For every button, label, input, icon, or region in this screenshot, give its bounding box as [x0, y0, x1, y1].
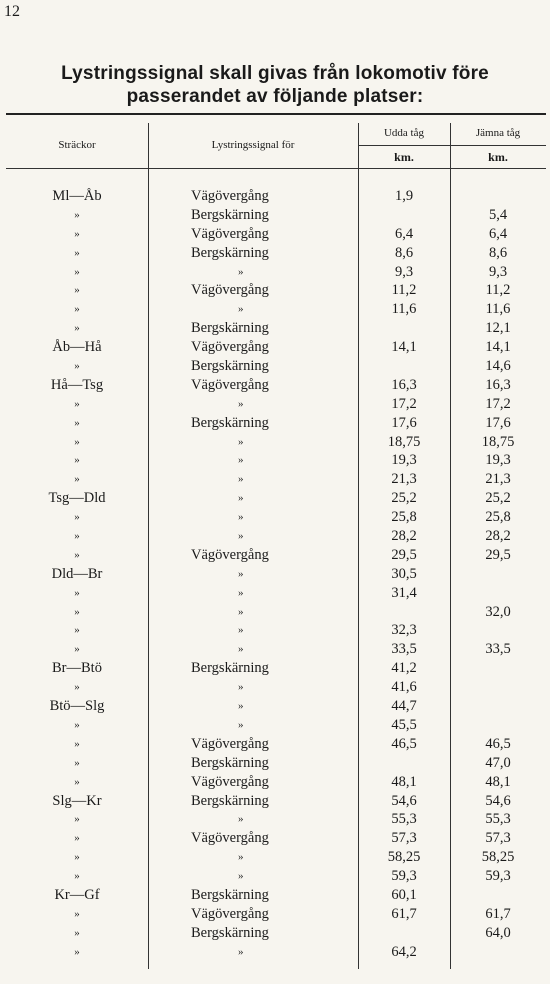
cell-stracka: » — [74, 870, 80, 883]
cell-udda-km: 17,2 — [391, 395, 417, 412]
cell-stracka: » — [74, 530, 80, 543]
table-row — [6, 395, 546, 414]
cell-udda-km: 17,6 — [391, 414, 417, 431]
cell-jamna-km: 5,4 — [488, 206, 508, 223]
cell-signal-type: Bergskärning — [191, 924, 269, 941]
table-row — [6, 508, 546, 527]
cell-udda-km: 61,7 — [391, 905, 417, 922]
cell-signal-type: » — [238, 624, 244, 637]
cell-udda-km: 19,3 — [391, 452, 417, 469]
cell-signal-type: Vägövergång — [191, 735, 269, 752]
header-jamna: Jämna tåg — [475, 127, 521, 139]
table-row — [6, 470, 546, 489]
cell-signal-type: » — [238, 586, 244, 599]
cell-udda-km: 41,2 — [391, 660, 417, 677]
cell-udda-km: 16,3 — [391, 376, 417, 393]
cell-udda-km: 45,5 — [391, 716, 417, 733]
cell-stracka: » — [74, 548, 80, 561]
table-row — [6, 187, 546, 206]
cell-udda-km: 46,5 — [391, 735, 417, 752]
cell-jamna-km: 12,1 — [485, 320, 511, 337]
cell-signal-type: » — [238, 511, 244, 524]
cell-jamna-km: 11,6 — [485, 301, 511, 318]
cell-stracka: Tsg—Dld — [48, 490, 106, 507]
cell-signal-type: » — [238, 813, 244, 826]
table-row — [6, 489, 546, 508]
cell-stracka: Slg—Kr — [52, 792, 102, 809]
table-row — [6, 848, 546, 867]
table-row — [6, 829, 546, 848]
table-row — [6, 300, 546, 319]
cell-stracka: » — [74, 227, 80, 240]
cell-udda-km: 30,5 — [391, 565, 417, 582]
cell-jamna-km: 18,75 — [481, 433, 515, 450]
table-row — [6, 810, 546, 829]
cell-signal-type: Bergskärning — [191, 358, 269, 375]
cell-stracka: » — [74, 775, 80, 788]
cell-jamna-km: 46,5 — [485, 735, 511, 752]
cell-stracka: » — [74, 813, 80, 826]
cell-signal-type: Vägövergång — [191, 225, 269, 242]
table-body — [6, 187, 546, 962]
cell-stracka: » — [74, 511, 80, 524]
unit-udda: km. — [394, 150, 414, 164]
table-row — [6, 414, 546, 433]
table-row — [6, 357, 546, 376]
cell-signal-type: Bergskärning — [191, 886, 269, 903]
cell-signal-type: Bergskärning — [191, 244, 269, 261]
cell-udda-km: 9,3 — [394, 263, 414, 280]
title-line-1: Lystringssignal skall givas från lokomotiv före — [61, 63, 489, 84]
cell-signal-type: » — [238, 492, 244, 505]
cell-signal-type: » — [238, 473, 244, 486]
cell-udda-km: 11,6 — [391, 301, 417, 318]
cell-udda-km: 29,5 — [391, 546, 417, 563]
title-line-2: passerandet av följande platser: — [126, 86, 424, 107]
cell-signal-type: » — [238, 718, 244, 731]
cell-signal-type: » — [238, 605, 244, 618]
table-row — [6, 376, 546, 395]
cell-stracka: » — [74, 454, 80, 467]
cell-udda-km: 18,75 — [387, 433, 421, 450]
cell-stracka: Hå—Tsg — [50, 376, 104, 393]
table-row — [6, 735, 546, 754]
cell-signal-type: Vägövergång — [191, 546, 269, 563]
cell-jamna-km: 48,1 — [485, 773, 511, 790]
cell-jamna-km: 54,6 — [485, 792, 511, 809]
cell-udda-km: 48,1 — [391, 773, 417, 790]
cell-jamna-km: 59,3 — [485, 868, 511, 885]
table-row — [6, 584, 546, 603]
cell-jamna-km: 33,5 — [485, 641, 511, 658]
cell-signal-type: Bergskärning — [191, 320, 269, 337]
cell-stracka: » — [74, 945, 80, 958]
table-row — [6, 527, 546, 546]
cell-stracka: » — [74, 246, 80, 259]
cell-signal-type: » — [238, 397, 244, 410]
cell-stracka: » — [74, 473, 80, 486]
cell-stracka: Dld—Br — [51, 565, 103, 582]
table-row — [6, 603, 546, 622]
cell-stracka: Åb—Hå — [52, 339, 102, 356]
cell-signal-type: Vägövergång — [191, 773, 269, 790]
cell-udda-km: 55,3 — [391, 811, 417, 828]
cell-signal-type: Vägövergång — [191, 339, 269, 356]
cell-stracka: » — [74, 322, 80, 335]
page-title — [0, 62, 550, 108]
cell-jamna-km: 11,2 — [485, 282, 511, 299]
cell-signal-type: » — [238, 303, 244, 316]
cell-jamna-km: 64,0 — [485, 924, 511, 941]
cell-jamna-km: 25,2 — [485, 490, 511, 507]
table-row — [6, 621, 546, 640]
unit-jamna: km. — [488, 150, 508, 164]
header-udda: Udda tåg — [383, 127, 424, 139]
cell-jamna-km: 21,3 — [485, 471, 511, 488]
cell-stracka: » — [74, 586, 80, 599]
cell-signal-type: Vägövergång — [191, 282, 269, 299]
cell-signal-type: Bergskärning — [191, 754, 269, 771]
cell-stracka: » — [74, 303, 80, 316]
table-row — [6, 565, 546, 584]
cell-udda-km: 64,2 — [391, 943, 417, 960]
cell-udda-km: 33,5 — [391, 641, 417, 658]
cell-stracka: » — [74, 643, 80, 656]
cell-signal-type: » — [238, 530, 244, 543]
cell-jamna-km: 29,5 — [485, 546, 511, 563]
cell-signal-type: » — [238, 435, 244, 448]
cell-signal-type: » — [238, 851, 244, 864]
cell-stracka: » — [74, 681, 80, 694]
cell-stracka: » — [74, 756, 80, 769]
cell-signal-type: Vägövergång — [191, 188, 269, 204]
cell-udda-km: 14,1 — [391, 339, 417, 356]
cell-stracka: » — [74, 907, 80, 920]
cell-udda-km: 54,6 — [391, 792, 417, 809]
table-row — [6, 773, 546, 792]
cell-stracka: Kr—Gf — [54, 886, 100, 903]
cell-udda-km: 60,1 — [391, 886, 417, 903]
cell-jamna-km: 57,3 — [485, 830, 511, 847]
cell-udda-km: 28,2 — [391, 528, 417, 545]
cell-signal-type: Bergskärning — [191, 792, 269, 809]
cell-udda-km: 25,8 — [391, 509, 417, 526]
table-row — [6, 546, 546, 565]
cell-jamna-km: 14,6 — [485, 358, 511, 375]
header-bottom-rule — [6, 168, 546, 169]
table-row — [6, 697, 546, 716]
header-signal: Lystringssignal för — [211, 139, 295, 151]
cell-stracka: » — [74, 416, 80, 429]
cell-jamna-km: 14,1 — [485, 339, 511, 356]
cell-udda-km: 6,4 — [394, 225, 414, 242]
table-row — [6, 281, 546, 300]
table-row — [6, 319, 546, 338]
cell-stracka: » — [74, 435, 80, 448]
table-row — [6, 659, 546, 678]
cell-jamna-km: 17,6 — [485, 414, 511, 431]
cell-stracka: » — [74, 624, 80, 637]
table-row — [6, 244, 546, 263]
cell-stracka: » — [74, 360, 80, 373]
cell-signal-type: Bergskärning — [191, 414, 269, 431]
cell-stracka: Br—Btö — [52, 660, 102, 677]
cell-signal-type: Vägövergång — [191, 905, 269, 922]
cell-udda-km: 11,2 — [391, 282, 417, 299]
cell-jamna-km: 19,3 — [485, 452, 511, 469]
table-row — [6, 225, 546, 244]
cell-stracka: » — [74, 851, 80, 864]
table-row — [6, 943, 546, 962]
cell-udda-km: 58,25 — [387, 849, 421, 866]
cell-stracka: » — [74, 718, 80, 731]
cell-udda-km: 21,3 — [391, 471, 417, 488]
cell-stracka: » — [74, 832, 80, 845]
header-subdivider — [358, 145, 546, 146]
cell-jamna-km: 47,0 — [485, 754, 511, 771]
cell-jamna-km: 16,3 — [485, 376, 511, 393]
cell-signal-type: » — [238, 681, 244, 694]
table-row — [6, 433, 546, 452]
header-stracka: Sträckor — [58, 139, 96, 151]
cell-jamna-km: 8,6 — [488, 244, 508, 261]
cell-jamna-km: 6,4 — [488, 225, 508, 242]
table-row — [6, 263, 546, 282]
table-row — [6, 206, 546, 225]
table-row — [6, 338, 546, 357]
cell-signal-type: Bergskärning — [191, 206, 269, 223]
cell-stracka: Ml—Åb — [52, 188, 102, 204]
cell-jamna-km: 9,3 — [488, 263, 508, 280]
cell-jamna-km: 32,0 — [485, 603, 511, 620]
page-number: 12 — [4, 3, 20, 20]
cell-udda-km: 44,7 — [391, 698, 417, 715]
cell-jamna-km: 58,25 — [481, 849, 515, 866]
table-row — [6, 451, 546, 470]
cell-udda-km: 1,9 — [394, 188, 414, 204]
cell-udda-km: 32,3 — [391, 622, 417, 639]
cell-udda-km: 25,2 — [391, 490, 417, 507]
table-row — [6, 886, 546, 905]
cell-jamna-km: 55,3 — [485, 811, 511, 828]
cell-stracka: Btö—Slg — [49, 698, 105, 715]
cell-signal-type: » — [238, 567, 244, 580]
cell-stracka: » — [74, 605, 80, 618]
cell-udda-km: 41,6 — [391, 679, 417, 696]
table-row — [6, 754, 546, 773]
cell-udda-km: 31,4 — [391, 584, 417, 601]
table-row — [6, 678, 546, 697]
cell-jamna-km: 61,7 — [485, 905, 511, 922]
cell-signal-type: » — [238, 454, 244, 467]
table-row — [6, 640, 546, 659]
cell-stracka: » — [74, 397, 80, 410]
cell-signal-type: Bergskärning — [191, 660, 269, 677]
cell-udda-km: 59,3 — [391, 868, 417, 885]
cell-stracka: » — [74, 265, 80, 278]
table-row — [6, 716, 546, 735]
cell-jamna-km: 17,2 — [485, 395, 511, 412]
cell-udda-km: 8,6 — [394, 244, 414, 261]
cell-stracka: » — [74, 284, 80, 297]
cell-jamna-km: 25,8 — [485, 509, 511, 526]
cell-stracka: » — [74, 737, 80, 750]
cell-udda-km: 57,3 — [391, 830, 417, 847]
table-row — [6, 905, 546, 924]
table-row — [6, 924, 546, 943]
table-row — [6, 867, 546, 886]
table-row — [6, 792, 546, 811]
cell-signal-type: Vägövergång — [191, 830, 269, 847]
cell-signal-type: » — [238, 700, 244, 713]
cell-stracka: » — [74, 208, 80, 221]
cell-stracka: » — [74, 926, 80, 939]
cell-signal-type: » — [238, 870, 244, 883]
cell-signal-type: » — [238, 265, 244, 278]
cell-signal-type: » — [238, 945, 244, 958]
cell-jamna-km: 28,2 — [485, 528, 511, 545]
cell-signal-type: » — [238, 643, 244, 656]
cell-signal-type: Vägövergång — [191, 376, 269, 393]
